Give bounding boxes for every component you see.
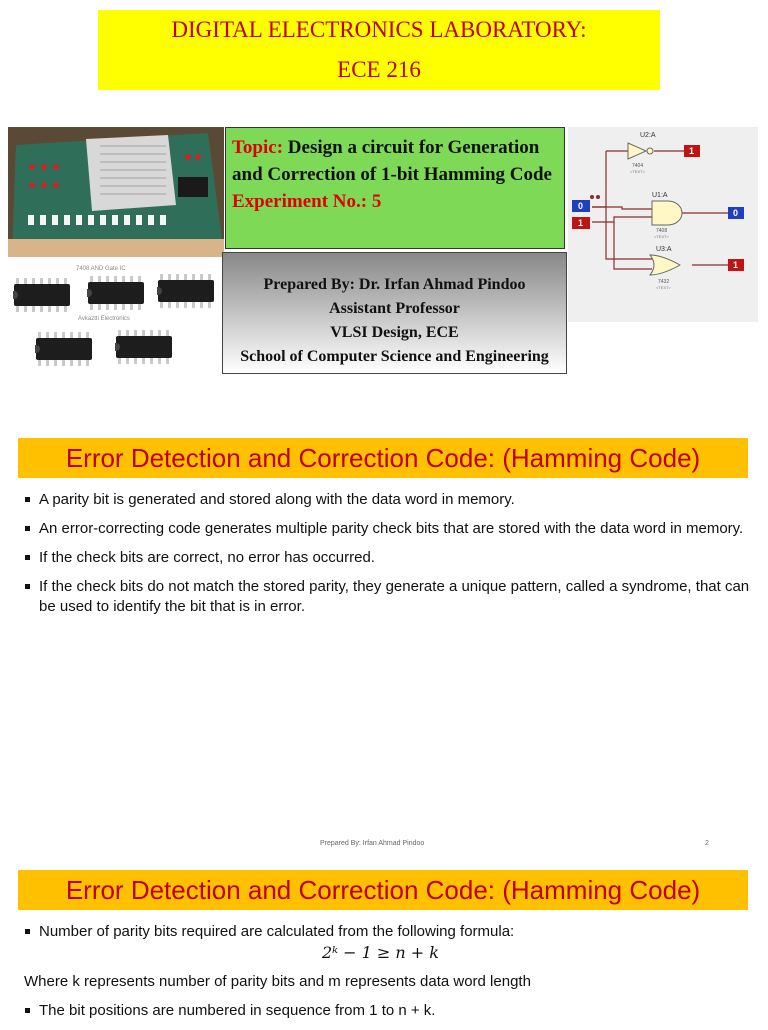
parity-formula: 2ᵏ − 1 ≥ n + k	[322, 943, 439, 962]
slide3-heading: Error Detection and Correction Code: (Hamming Code)	[18, 870, 748, 910]
list-item	[24, 490, 750, 510]
u1-label: U1:A	[652, 192, 668, 199]
bullet-text: If the check bits do not match the stored parity, they generate a unique pattern, called a syndrome, that can be used to identify the bit that is in error.	[39, 578, 750, 615]
bullet-text: The bit positions are numbered in sequence from 1 to n + k.	[39, 1002, 436, 1019]
input-b-value: 1	[578, 218, 584, 228]
slide2-page-number: 2	[705, 840, 709, 847]
where-line: Where k represents number of parity bits and m represents data word length	[24, 973, 531, 990]
list-item	[24, 1001, 750, 1021]
not-output-value: 1	[689, 146, 695, 156]
and-output-value: 0	[733, 208, 739, 218]
chips-caption: 7408 AND Gate IC	[76, 266, 126, 272]
u3-text-tag: <TEXT>	[656, 285, 671, 290]
bullet-text: Number of parity bits required are calculated from the following formula:	[39, 923, 515, 940]
slide-title	[98, 10, 660, 90]
list-item	[24, 519, 750, 539]
bullet-text: A parity bit is generated and stored along with the data word in memory.	[39, 491, 515, 508]
u1-part: 7408	[656, 228, 668, 234]
slide-title-line2: ECE 216	[337, 57, 421, 82]
author-name: Prepared By: Dr. Irfan Ahmad Pindoo	[263, 276, 526, 293]
author-school: School of Computer Science and Engineering	[240, 348, 549, 365]
circuit-schematic	[568, 127, 758, 322]
or-output-value: 1	[733, 260, 739, 270]
list-item	[24, 548, 750, 568]
u1-text-tag: <TEXT>	[654, 234, 669, 239]
list-item	[24, 577, 750, 617]
slide-title-line1: DIGITAL ELECTRONICS LABORATORY:	[171, 17, 587, 42]
logic-circuit-diagram	[568, 127, 758, 322]
author-box	[222, 252, 567, 374]
trainer-board-image	[8, 127, 224, 257]
topic-label: Topic:	[232, 137, 284, 158]
experiment-number: Experiment No.: 5	[232, 191, 382, 212]
author-department: VLSI Design, ECE	[330, 324, 459, 341]
list-item	[24, 922, 750, 942]
slide2-footer: Prepared By: Irfan Ahmad Pindoo	[320, 840, 425, 847]
ic-chip	[36, 338, 92, 360]
u3-part: 7432	[658, 279, 670, 285]
ic-chip	[116, 336, 172, 358]
bullet-text: If the check bits are correct, no error has occurred.	[39, 549, 375, 566]
topic-text: Design a circuit for Generation and Correction of 1-bit Hamming Code	[232, 137, 552, 185]
slide3-bullet-2	[24, 1001, 750, 1030]
ic-chip	[14, 284, 70, 306]
u2-text-tag: <TEXT>	[630, 169, 645, 174]
author-designation: Assistant Professor	[329, 300, 460, 317]
lab-trainer-board-photo	[8, 127, 224, 257]
bullet-text: An error-correcting code generates multiple parity check bits that are stored with the data word in memory.	[39, 520, 744, 537]
ic-chips-photo	[8, 258, 224, 376]
slide2-heading: Error Detection and Correction Code: (Hamming Code)	[18, 438, 748, 478]
ic-chip	[88, 282, 144, 304]
input-a-value: 0	[578, 201, 584, 211]
u3-label: U3:A	[656, 246, 672, 253]
u2-label: U2:A	[640, 132, 656, 139]
topic-box	[225, 127, 565, 249]
slide2-bullet-list	[24, 490, 750, 626]
chips-brand: Avkaztti Electronics	[78, 316, 130, 322]
u2-part: 7404	[632, 163, 644, 169]
ic-chip	[158, 280, 214, 302]
